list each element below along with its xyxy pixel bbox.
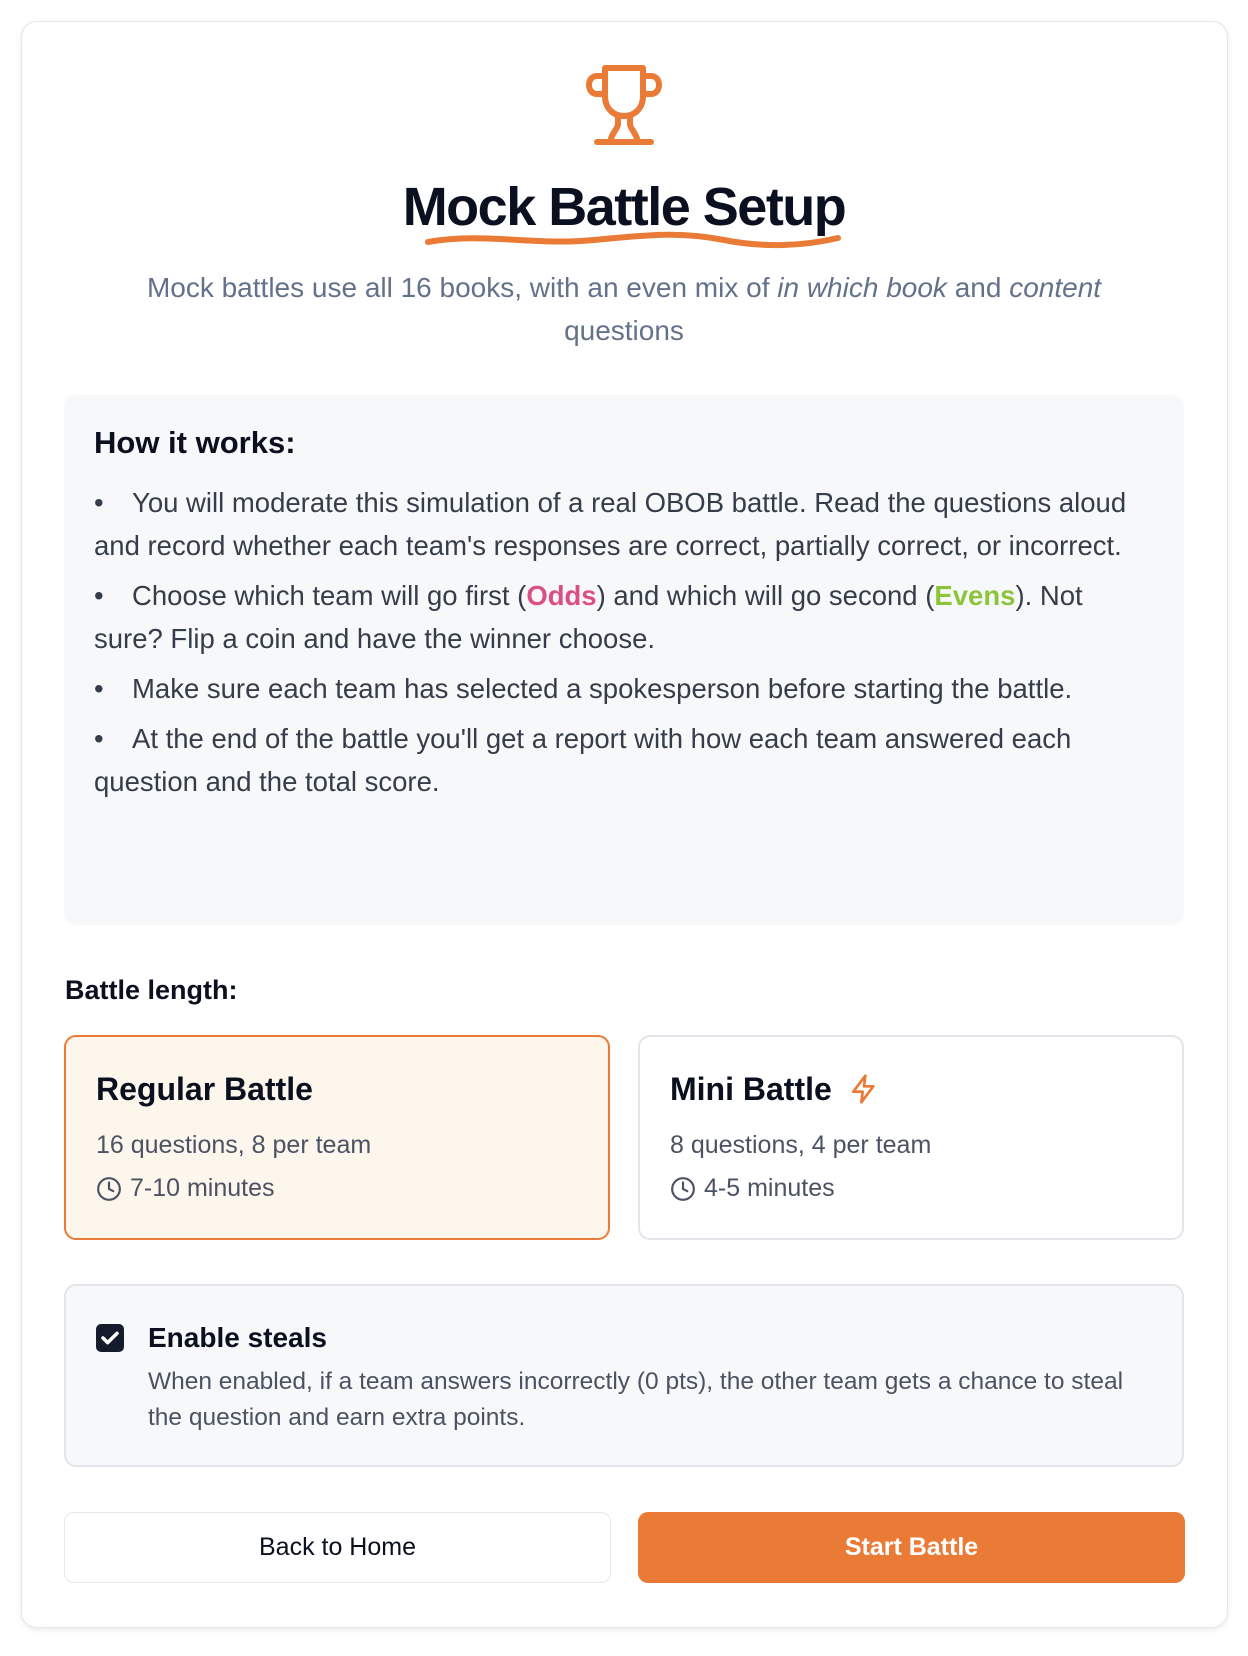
option-title: Mini Battle [670,1070,832,1107]
how-it-works-heading: How it works: [94,425,296,460]
start-battle-button[interactable]: Start Battle [638,1512,1185,1583]
how-it-works-panel [64,395,1184,925]
instruction-item: • Make sure each team has selected a spokesperson before starting the battle. [94,667,1154,710]
enable-steals-label[interactable]: Enable steals [148,1322,327,1353]
option-time: 7-10 minutes [130,1174,275,1202]
option-questions: 16 questions, 8 per team [96,1131,372,1159]
title-underline [424,230,844,252]
battle-length-label: Battle length: [65,975,238,1005]
clock-icon [96,1176,122,1202]
odds-label: Odds [526,580,597,611]
instruction-item: • At the end of the battle you'll get a report with how each team answered each question and the total score. [94,717,1154,803]
back-to-home-button[interactable]: Back to Home [64,1512,611,1583]
steals-panel [64,1284,1184,1467]
mini-battle-option[interactable] [638,1035,1184,1240]
regular-battle-option[interactable] [64,1035,610,1240]
page-subtitle: Mock battles use all 16 books, with an even mix of in which book and content questions [146,272,1102,346]
evens-label: Evens [934,580,1016,611]
steals-description: When enabled, if a team answers incorrectly (0 pts), the other team gets a chance to steal the question and earn extra points. [148,1368,1124,1431]
enable-steals-checkbox[interactable] [96,1324,124,1352]
option-time: 4-5 minutes [704,1174,835,1202]
option-questions: 8 questions, 4 per team [670,1131,932,1159]
clock-icon [670,1176,696,1202]
checkmark-icon [96,1324,124,1352]
trophy-icon [583,62,665,148]
page-title: Mock Battle Setup [402,177,846,237]
instruction-item: • You will moderate this simulation of a real OBOB battle. Read the questions aloud and record whether each team's responses are correct, partially correct, or incorrect. [94,481,1154,567]
lightning-icon [848,1072,880,1106]
option-title: Regular Battle [96,1070,313,1107]
instruction-item: • Choose which team will go first (Odds) and which will go second (Evens). Not sure? Flip a coin and have the winner choose. [94,574,1154,660]
